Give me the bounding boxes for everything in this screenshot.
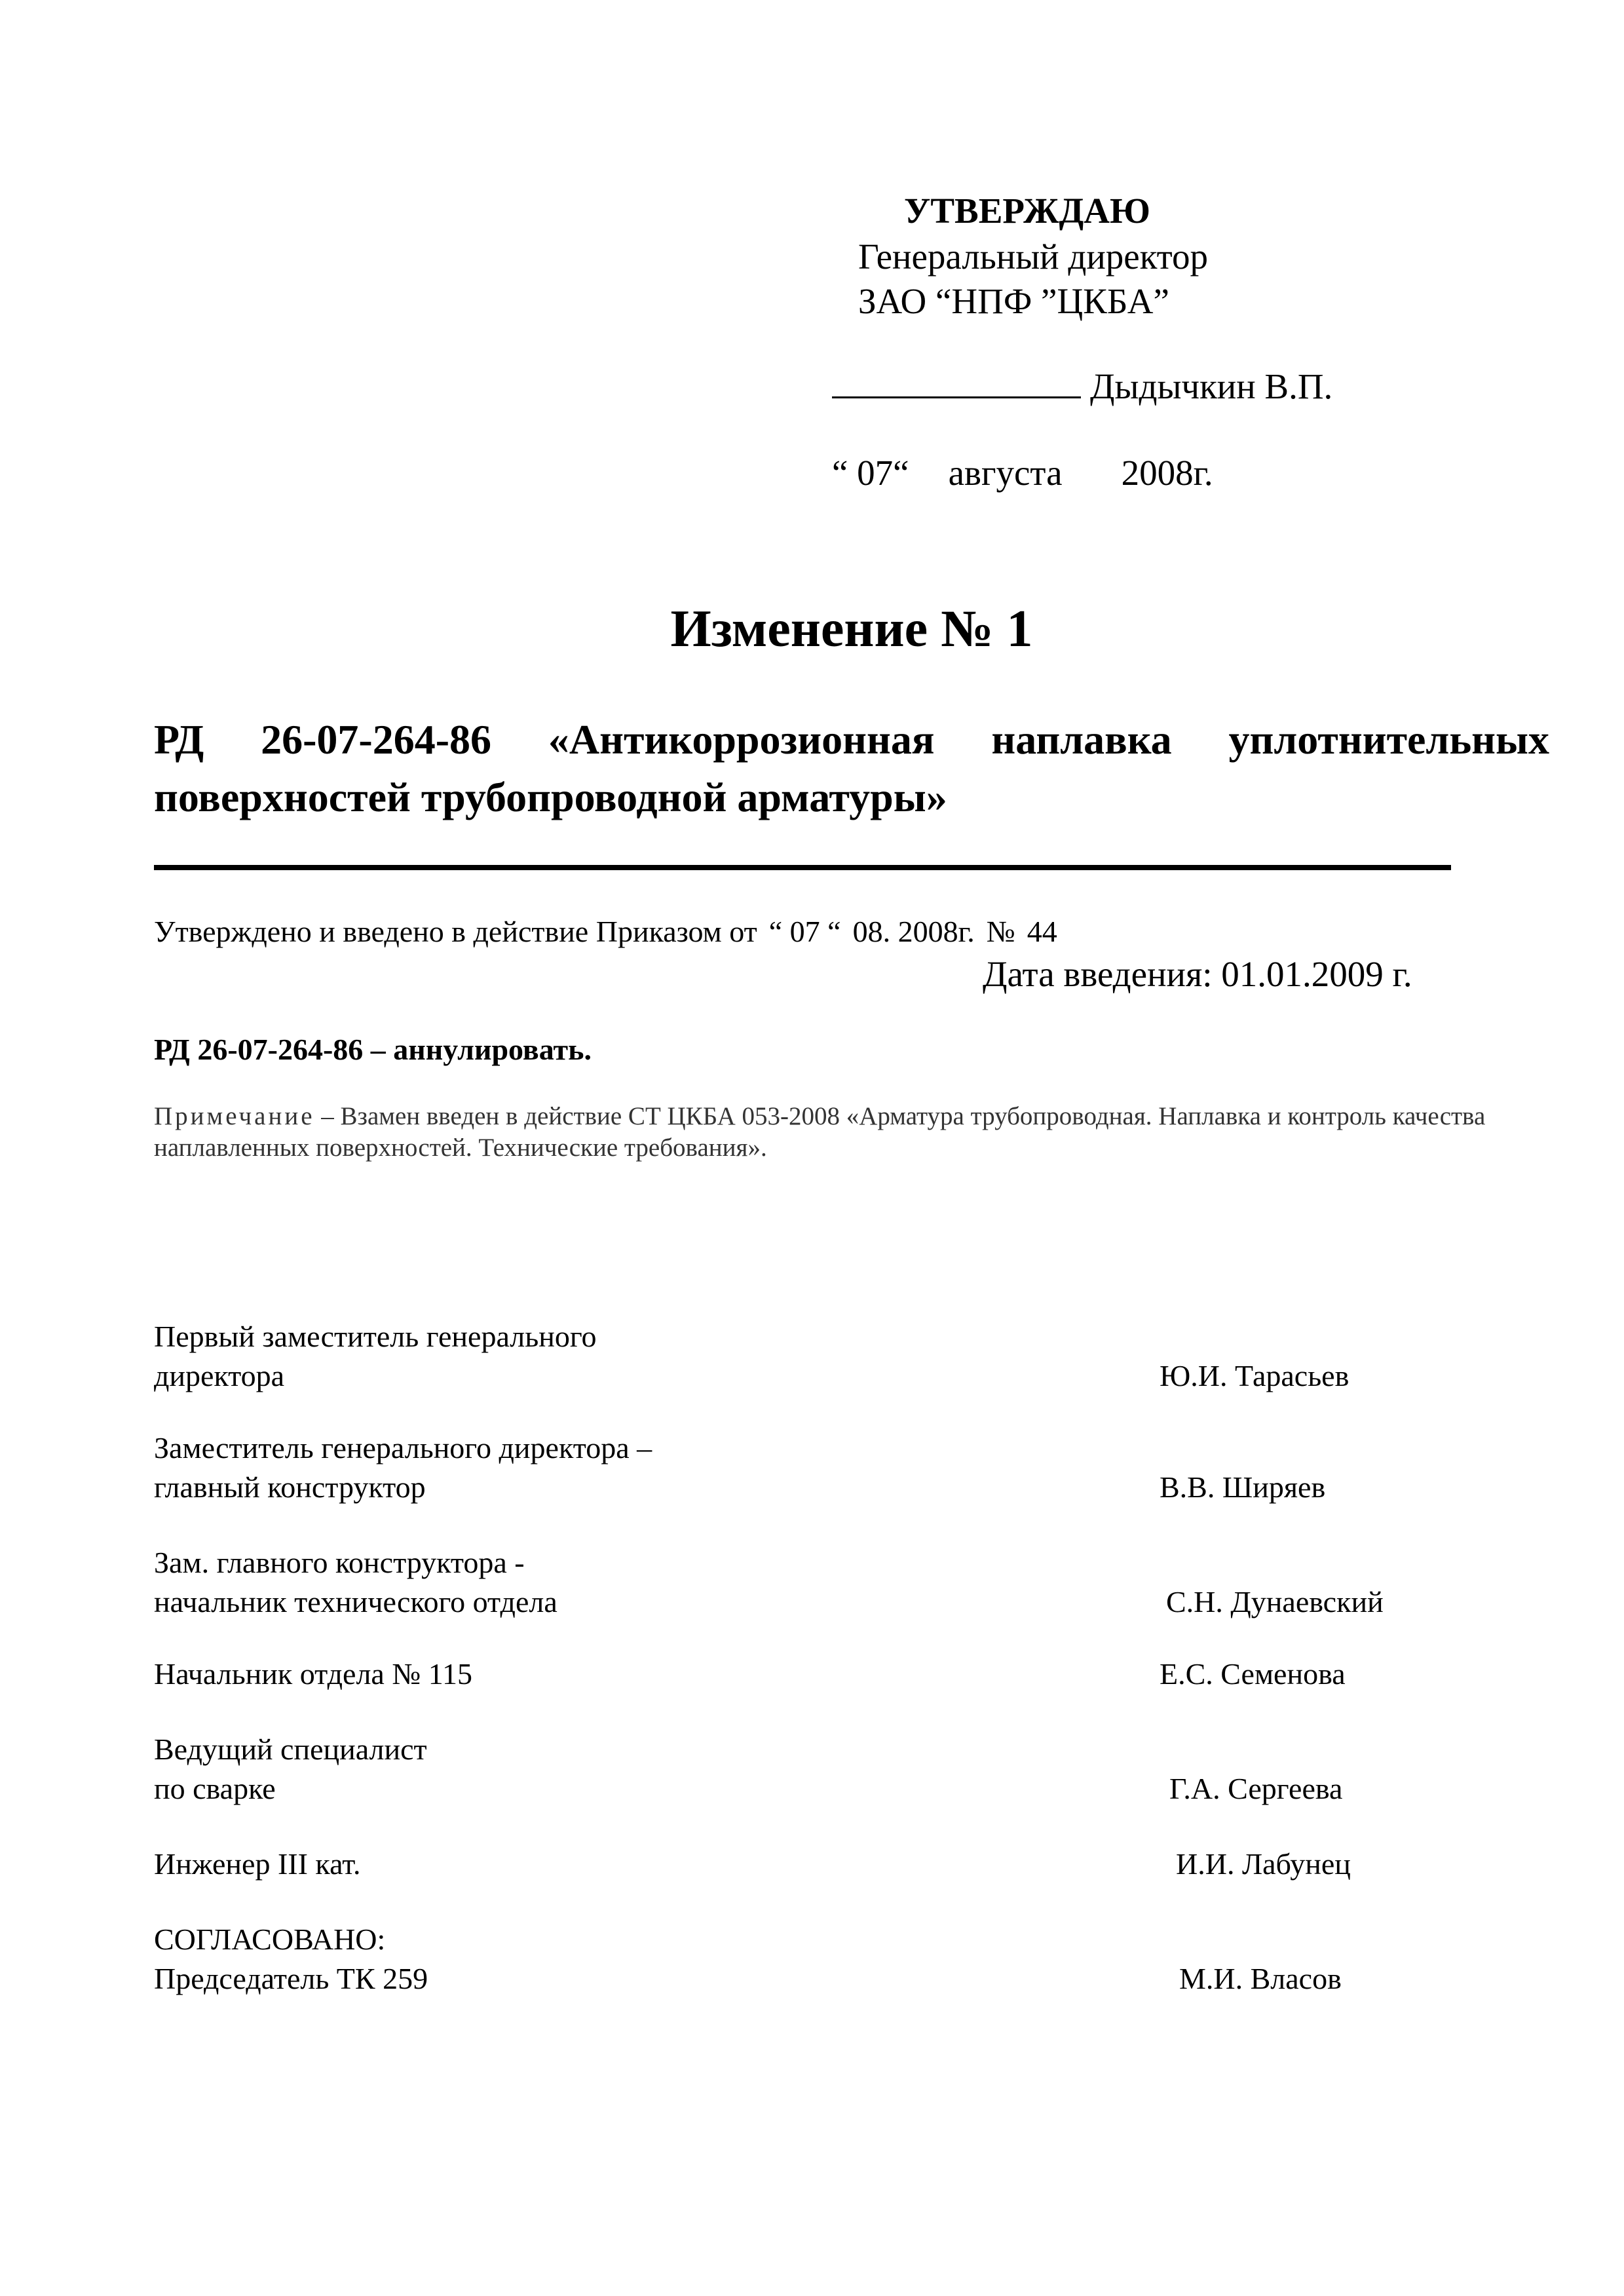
order-date: 08. 2008г. [852,915,975,948]
signature-name: М.И. Власов [1179,1962,1342,1995]
signature-name: Е.С. Семенова [1160,1657,1346,1691]
note-text: – Взамен введен в действие СТ ЦКБА 053-2008 «Арматура трубопроводная. Наплавка и контроль качества наплавленных поверхностей. Технические требования». [154,1102,1486,1162]
signature-title [154,1920,940,1999]
signature-title [154,1317,940,1396]
signature-title-line1: СОГЛАСОВАНО: [154,1923,386,1956]
approval-position: Генеральный директор [858,237,1208,277]
signature-title-line1: Ведущий специалист [154,1732,427,1766]
signature-title-line1: Зам. главного конструктора - [154,1546,525,1579]
signature-name: В.В. Ширяев [1160,1470,1326,1504]
order-day: “ 07 “ [768,915,841,948]
signature-name: И.И. Лабунец [1176,1847,1351,1881]
approval-date [832,452,1213,493]
signature-title-line1: Первый заместитель генерального [154,1320,597,1353]
note-label: Примечание [154,1102,315,1130]
approval-signature-line [832,364,1332,407]
signature-title [154,1428,940,1507]
signature-title-line2: начальник технического отдела [154,1585,557,1618]
order-statement [154,914,1057,949]
approval-organization: ЗАО “НПФ ”ЦКБА” [858,281,1169,321]
signature-title-line2: главный конструктор [154,1470,426,1504]
document-title: РД 26-07-264-86 «Антикоррозионная наплавка уплотнительных поверхностей трубопроводной арматуры» [154,716,1549,820]
approval-date-month: августа [948,453,1063,493]
signature-title [154,1730,940,1808]
effective-date: Дата введения: 01.01.2009 г. [983,954,1412,994]
signature-title [154,1845,940,1884]
signature-blank [832,364,1081,398]
signature-name: С.Н. Дунаевский [1166,1585,1384,1618]
approval-date-year: 2008г. [1121,453,1213,493]
approval-signer: Дыдычкин В.П. [1090,366,1333,406]
note [154,1101,1497,1164]
signature-title-line1: Заместитель генерального директора – [154,1431,652,1464]
order-number-label: № [986,915,1015,948]
signature-title-line1: Инженер III кат. [154,1847,361,1881]
title-rule [154,865,1451,870]
signature-title-line1: Начальник отдела № 115 [154,1657,473,1691]
order-text: Утверждено и введено в действие Приказом от [154,915,757,948]
approval-date-day: “ 07“ [832,453,909,493]
signature-name: Ю.И. Тарасьев [1160,1359,1350,1392]
signature-title-line2: Председатель ТК 259 [154,1962,428,1995]
annulment-statement: РД 26-07-264-86 – аннулировать. [154,1033,592,1066]
signature-title [154,1543,940,1622]
signature-title [154,1655,940,1694]
signature-title-line2: по сварке [154,1772,276,1805]
order-number: 44 [1027,915,1057,948]
approval-heading: УТВЕРЖДАЮ [904,191,1150,231]
change-title: Изменение № 1 [670,600,1033,658]
signature-title-line2: директора [154,1359,285,1392]
signature-name: Г.А. Сергеева [1169,1772,1343,1805]
